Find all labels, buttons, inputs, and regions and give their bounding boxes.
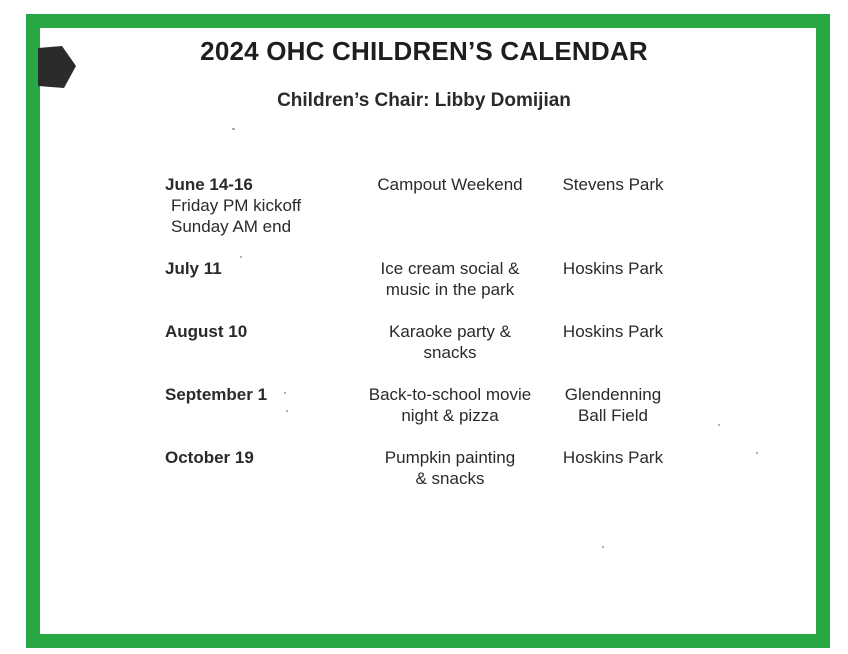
event-activity-line: Pumpkin painting xyxy=(384,448,516,467)
event-activity xyxy=(352,174,548,195)
event-activity xyxy=(352,321,548,363)
event-activity xyxy=(352,384,548,426)
event-activity-line: night & pizza xyxy=(401,406,499,425)
event-date-cell xyxy=(165,447,355,468)
scan-speck xyxy=(718,424,720,426)
event-location-line: Hoskins Park xyxy=(562,259,664,278)
event-location-line: Ball Field xyxy=(578,406,648,425)
scan-speck xyxy=(284,392,286,394)
event-location-line: Hoskins Park xyxy=(562,448,664,467)
scan-speck xyxy=(232,128,235,130)
event-location xyxy=(548,447,678,468)
event-location-line: Stevens Park xyxy=(562,175,664,194)
event-activity xyxy=(352,258,548,300)
event-activity-line: Karaoke party & xyxy=(389,322,511,341)
event-location xyxy=(548,174,678,195)
scan-speck xyxy=(602,546,604,548)
event-location xyxy=(548,384,678,426)
scan-speck xyxy=(756,452,758,454)
event-date: July 11 xyxy=(165,259,222,278)
event-location-line: Hoskins Park xyxy=(562,322,664,341)
event-location-line: Glendenning xyxy=(564,385,662,404)
event-note: Sunday AM end xyxy=(171,217,292,236)
event-note: Friday PM kickoff xyxy=(171,196,302,215)
event-date: October 19 xyxy=(165,448,254,467)
event-date-cell xyxy=(165,258,355,279)
page-subtitle: Children’s Chair: Libby Domijian xyxy=(277,90,571,111)
event-activity-line: & snacks xyxy=(415,469,485,488)
event-location xyxy=(548,258,678,279)
event-date: September 1 xyxy=(165,385,268,404)
event-date-cell xyxy=(165,174,355,237)
event-activity xyxy=(352,447,548,489)
event-date-cell xyxy=(165,321,355,342)
page-title: 2024 OHC CHILDREN’S CALENDAR xyxy=(200,36,648,66)
event-date: June 14-16 xyxy=(165,175,253,194)
event-activity-line: Campout Weekend xyxy=(377,175,523,194)
event-activity-line: snacks xyxy=(423,343,477,362)
event-date: August 10 xyxy=(165,322,248,341)
event-location xyxy=(548,321,678,342)
scan-speck xyxy=(286,410,288,412)
event-date-cell xyxy=(165,384,355,405)
event-activity-line: Back-to-school movie xyxy=(368,385,532,404)
scan-speck xyxy=(240,256,242,258)
event-activity-line: music in the park xyxy=(385,280,515,299)
event-activity-line: Ice cream social & xyxy=(380,259,520,278)
